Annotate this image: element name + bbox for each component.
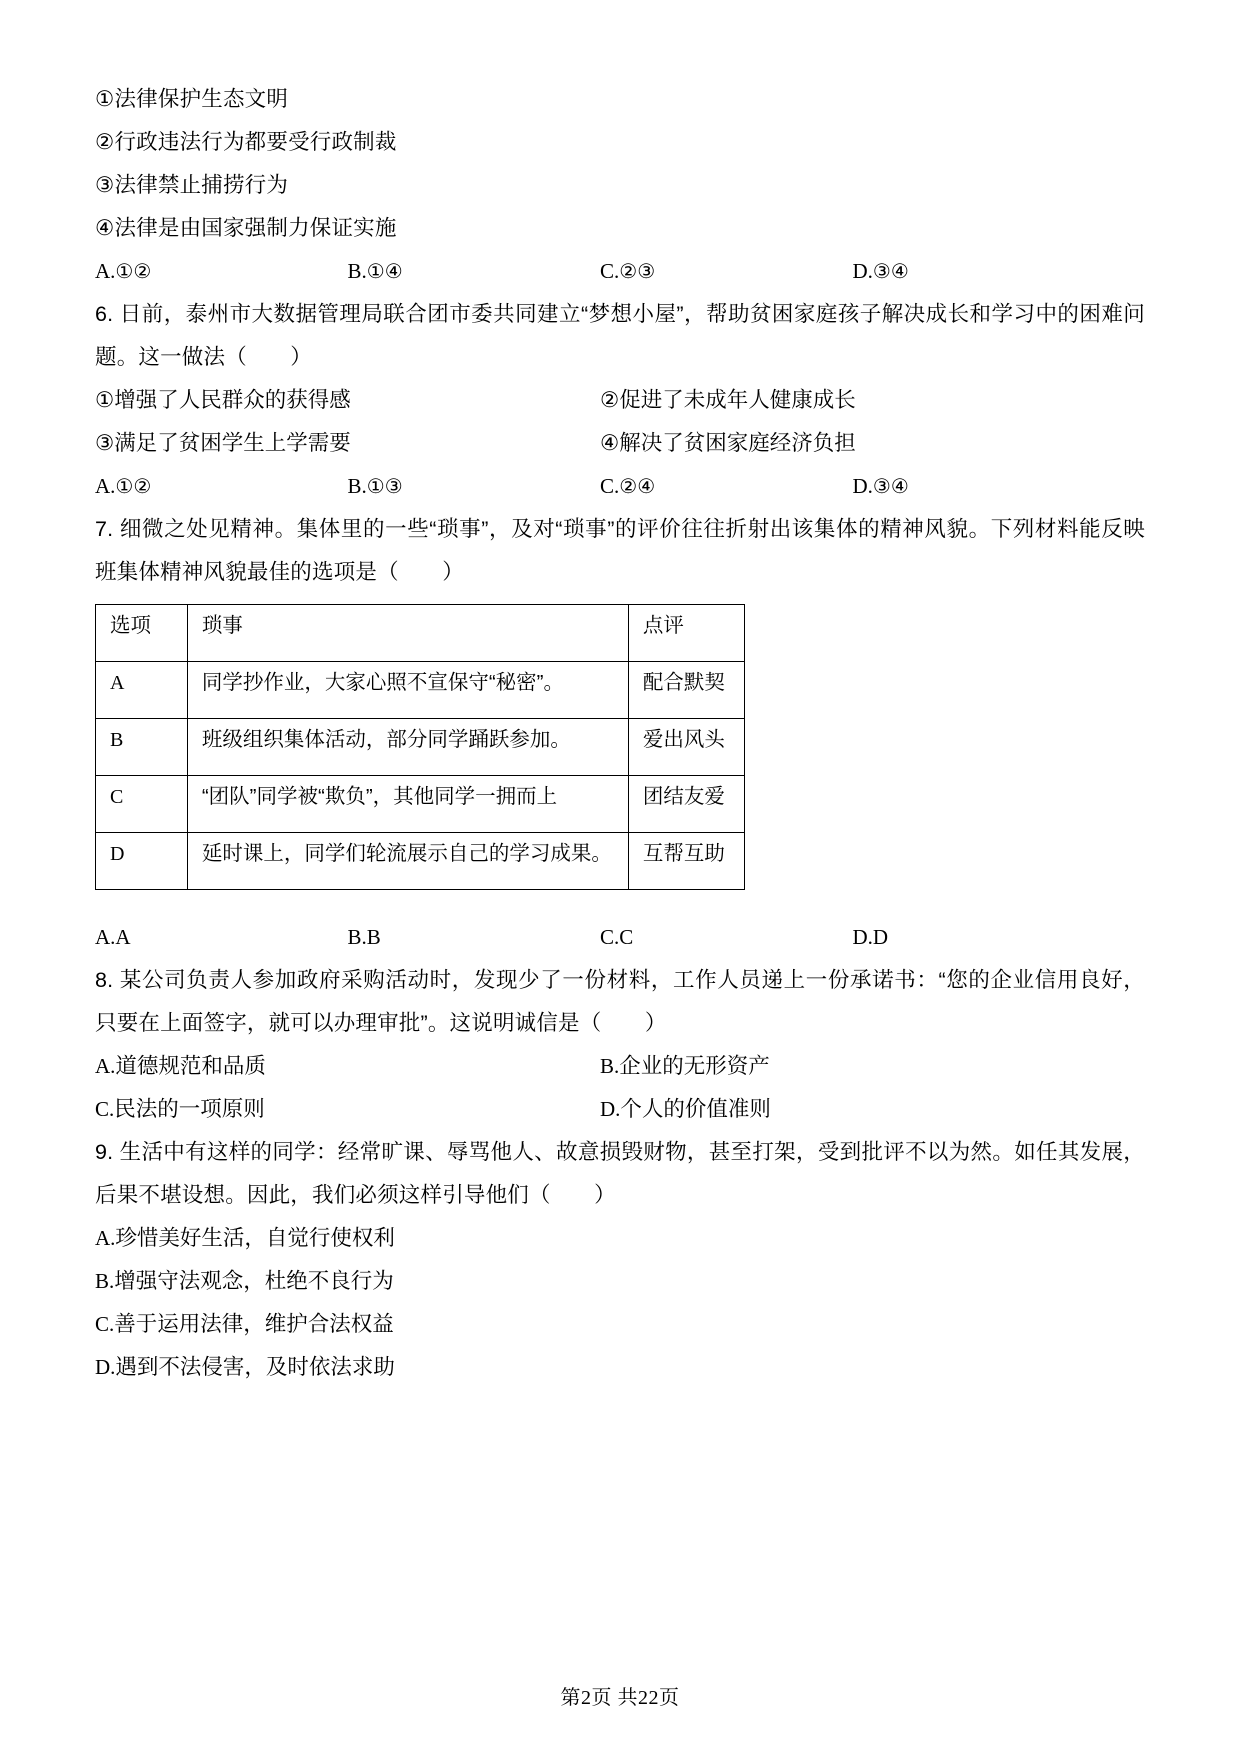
- q8-option-a-text: 道德规范和品质: [115, 1054, 266, 1078]
- q6-option-d-text: ③④: [872, 474, 909, 498]
- table-cell-option: A: [96, 662, 188, 719]
- q6-option-d[interactable]: [853, 465, 1106, 508]
- table-header-thing: 琐事: [187, 605, 628, 662]
- footer-suffix: 页: [659, 1687, 680, 1709]
- q5-option-d[interactable]: [853, 250, 1106, 293]
- q5-statement-4: ④法律是由国家强制力保证实施: [95, 216, 397, 240]
- q9-option-a-text: 珍惜美好生活，自觉行使权利: [115, 1226, 395, 1250]
- q5-statements-block: [95, 78, 1145, 250]
- table-row: [96, 776, 745, 833]
- table-row: [96, 662, 745, 719]
- table-header-option: 选项: [96, 605, 188, 662]
- q5-option-b[interactable]: [348, 250, 601, 293]
- q5-option-a-label: A.: [95, 259, 116, 283]
- table-cell-option: D: [96, 833, 188, 890]
- q5-option-c-text: ②③: [619, 259, 656, 283]
- q8-option-c[interactable]: [95, 1088, 600, 1131]
- q7-option-a-label: A.: [95, 925, 116, 949]
- q5-option-d-label: D.: [852, 259, 873, 283]
- q9-option-b[interactable]: [95, 1260, 1145, 1303]
- footer-middle: 页 共: [591, 1687, 638, 1709]
- q8-option-b-text: 企业的无形资产: [619, 1054, 770, 1078]
- q6-option-b-label: B.: [347, 474, 367, 498]
- q7-option-d-text: D: [872, 925, 889, 949]
- table-cell-comment: 爱出风头: [628, 719, 744, 776]
- table-cell-thing: “团队”同学被“欺负”，其他同学一拥而上: [187, 776, 628, 833]
- table-cell-thing: 延时课上，同学们轮流展示自己的学习成果。: [187, 833, 628, 890]
- q7-option-c[interactable]: [600, 916, 853, 959]
- q5-statement-2: ②行政违法行为都要受行政制裁: [95, 130, 397, 154]
- table-cell-thing: 同学抄作业，大家心照不宣保守“秘密”。: [187, 662, 628, 719]
- table-cell-thing: 班级组织集体活动，部分同学踊跃参加。: [187, 719, 628, 776]
- q7-option-a[interactable]: [95, 916, 348, 959]
- q9-option-d-text: 遇到不法侵害，及时依法求助: [115, 1355, 395, 1379]
- q7-option-c-label: C.: [600, 925, 620, 949]
- q8-option-d-label: D.: [600, 1097, 621, 1121]
- q6-option-b[interactable]: [348, 465, 601, 508]
- q6-option-d-label: D.: [852, 474, 873, 498]
- q8-option-d-text: 个人的价值准则: [620, 1097, 771, 1121]
- q6-option-a[interactable]: [95, 465, 348, 508]
- q6-option-c[interactable]: [600, 465, 853, 508]
- q5-options-row: [95, 250, 1105, 293]
- q5-option-b-label: B.: [347, 259, 367, 283]
- table-cell-option: C: [96, 776, 188, 833]
- q9-option-d-label: D.: [95, 1355, 116, 1379]
- table-cell-comment: 配合默契: [628, 662, 744, 719]
- table-row: [96, 719, 745, 776]
- q8-option-b[interactable]: [600, 1045, 1105, 1088]
- q9-option-b-text: 增强守法观念，杜绝不良行为: [114, 1269, 394, 1293]
- q6-statements-row-2: [95, 422, 1105, 465]
- q8-option-c-label: C.: [95, 1097, 115, 1121]
- q7-option-d[interactable]: [853, 916, 1106, 959]
- q5-statement-1: ①法律保护生态文明: [95, 87, 289, 111]
- q8-option-a-label: A.: [95, 1054, 116, 1078]
- q9-option-b-label: B.: [95, 1269, 115, 1293]
- q8-option-b-label: B.: [600, 1054, 620, 1078]
- q6-statement-1: ①增强了人民群众的获得感: [95, 388, 351, 412]
- table-header-row: [96, 605, 745, 662]
- q6-option-c-text: ②④: [619, 474, 656, 498]
- q8-option-d[interactable]: [600, 1088, 1105, 1131]
- q7-option-d-label: D.: [852, 925, 873, 949]
- q7-options-row: [95, 916, 1105, 959]
- q6-statement-3: ③满足了贫困学生上学需要: [95, 431, 351, 455]
- q8-stem: 8. 某公司负责人参加政府采购活动时，发现少了一份材料，工作人员递上一份承诺书：“您的企业信用良好，只要在上面签字，就可以办理审批”。这说明诚信是（ ）: [95, 968, 1145, 1035]
- table-header-comment: 点评: [628, 605, 744, 662]
- table-row: [96, 833, 745, 890]
- q6-statement-2: ②促进了未成年人健康成长: [600, 388, 856, 412]
- q6-statement-4: ④解决了贫困家庭经济负担: [600, 431, 856, 455]
- table-cell-comment: 互帮互助: [628, 833, 744, 890]
- q7-option-b-label: B.: [347, 925, 367, 949]
- q8-options-row-2: [95, 1088, 1105, 1131]
- q7-option-a-text: A: [115, 925, 131, 949]
- q7-option-b[interactable]: [348, 916, 601, 959]
- q6-option-c-label: C.: [600, 474, 620, 498]
- q5-option-d-text: ③④: [872, 259, 909, 283]
- q8-options-row-1: [95, 1045, 1105, 1088]
- q5-option-c-label: C.: [600, 259, 620, 283]
- page-footer: [0, 1681, 1240, 1710]
- q9-option-a-label: A.: [95, 1226, 116, 1250]
- q6-stem: 6. 日前，泰州市大数据管理局联合团市委共同建立“梦想小屋”，帮助贫困家庭孩子解决成长和学习中的困难问题。这一做法（ ）: [95, 302, 1145, 369]
- q5-statement-3: ③法律禁止捕捞行为: [95, 173, 289, 197]
- q8-option-a[interactable]: [95, 1045, 600, 1088]
- q6-option-a-label: A.: [95, 474, 116, 498]
- q9-option-a[interactable]: [95, 1217, 1145, 1260]
- q9-option-c-label: C.: [95, 1312, 115, 1336]
- q6-statements-row-1: [95, 379, 1105, 422]
- table-cell-option: B: [96, 719, 188, 776]
- q9-option-d[interactable]: [95, 1346, 1145, 1389]
- footer-page-number: 2: [581, 1687, 592, 1709]
- q5-option-a-text: ①②: [115, 259, 152, 283]
- q9-stem: 9. 生活中有这样的同学：经常旷课、辱骂他人、故意损毁财物，甚至打架，受到批评不以为然。如任其发展，后果不堪设想。因此，我们必须这样引导他们（ ）: [95, 1140, 1145, 1207]
- q5-option-b-text: ①④: [366, 259, 403, 283]
- q7-option-c-text: C: [619, 925, 634, 949]
- table-cell-comment: 团结友爱: [628, 776, 744, 833]
- q7-stem: 7. 细微之处见精神。集体里的一些“琐事”，及对“琐事”的评价往往折射出该集体的精神风貌。下列材料能反映班集体精神风貌最佳的选项是（ ）: [95, 517, 1145, 584]
- q7-table-wrap: [95, 604, 1145, 890]
- q9-option-c[interactable]: [95, 1303, 1145, 1346]
- q8-option-c-text: 民法的一项原则: [114, 1097, 265, 1121]
- q7-option-b-text: B: [366, 925, 381, 949]
- q5-option-a[interactable]: [95, 250, 348, 293]
- q9-option-c-text: 善于运用法律，维护合法权益: [114, 1312, 394, 1336]
- q7-table: [95, 604, 745, 890]
- q5-option-c[interactable]: [600, 250, 853, 293]
- q6-option-a-text: ①②: [115, 474, 152, 498]
- q6-option-b-text: ①③: [366, 474, 403, 498]
- q6-options-row: [95, 465, 1105, 508]
- footer-total-pages: 22: [638, 1687, 659, 1709]
- footer-prefix: 第: [560, 1687, 581, 1709]
